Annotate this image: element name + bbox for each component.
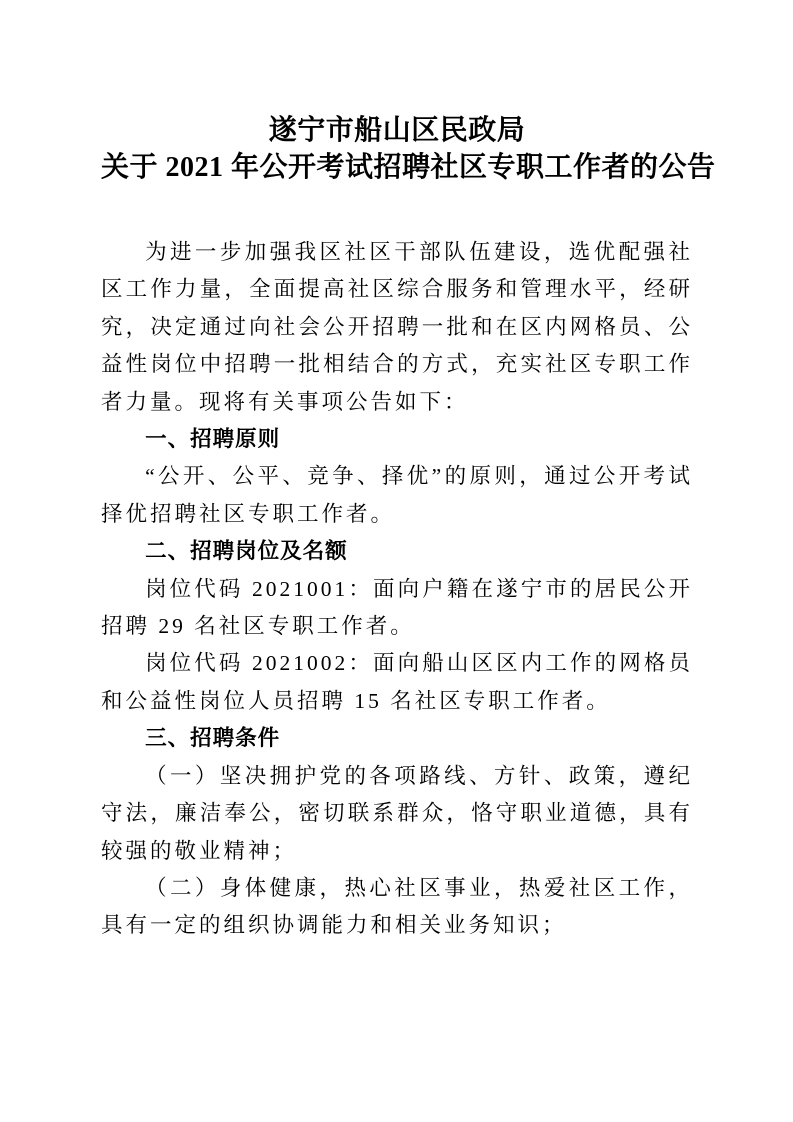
section-heading-3: 三、招聘条件 xyxy=(145,726,281,751)
paragraph-intro: 为进一步加强我区社区干部队伍建设，选优配强社区工作力量，全面提高社区综合服务和管理水平，经研究，决定通过向社会公开招聘一批和在区内网格员、公益性岗位中招聘一批相结合的方式，充实社区专职工作者力量。现将有关事项公告如下： xyxy=(101,240,693,414)
document-content xyxy=(101,112,716,945)
paragraph-post-2021001: 岗位代码 2021001：面向户籍在遂宁市的居民公开招聘 29 名社区专职工作者。 xyxy=(101,576,693,639)
paragraph-post-2021002: 岗位代码 2021002：面向船山区区内工作的网格员和公益性岗位人员招聘 15 名社区专职工作者。 xyxy=(101,651,693,713)
section-heading-1: 一、招聘原则 xyxy=(145,427,281,452)
section-heading-2: 二、招聘岗位及名额 xyxy=(145,539,348,564)
paragraph-principle: “公开、公平、竞争、择优”的原则，通过公开考试择优招聘社区专职工作者。 xyxy=(101,464,693,526)
title-line-1: 遂宁市船山区民政局 xyxy=(268,115,526,146)
paragraph-condition-1: （一）坚决拥护党的各项路线、方针、政策，遵纪守法，廉洁奉公，密切联系群众，恪守职业道德，具有较强的敬业精神； xyxy=(101,763,693,863)
paragraph-condition-2: （二）身体健康，热心社区事业，热爱社区工作，具有一定的组织协调能力和相关业务知识； xyxy=(101,875,693,938)
title-line-2: 关于 2021 年公开考试招聘社区专职工作者的公告 xyxy=(101,152,716,183)
document-body xyxy=(101,234,693,945)
document-title xyxy=(101,112,716,186)
